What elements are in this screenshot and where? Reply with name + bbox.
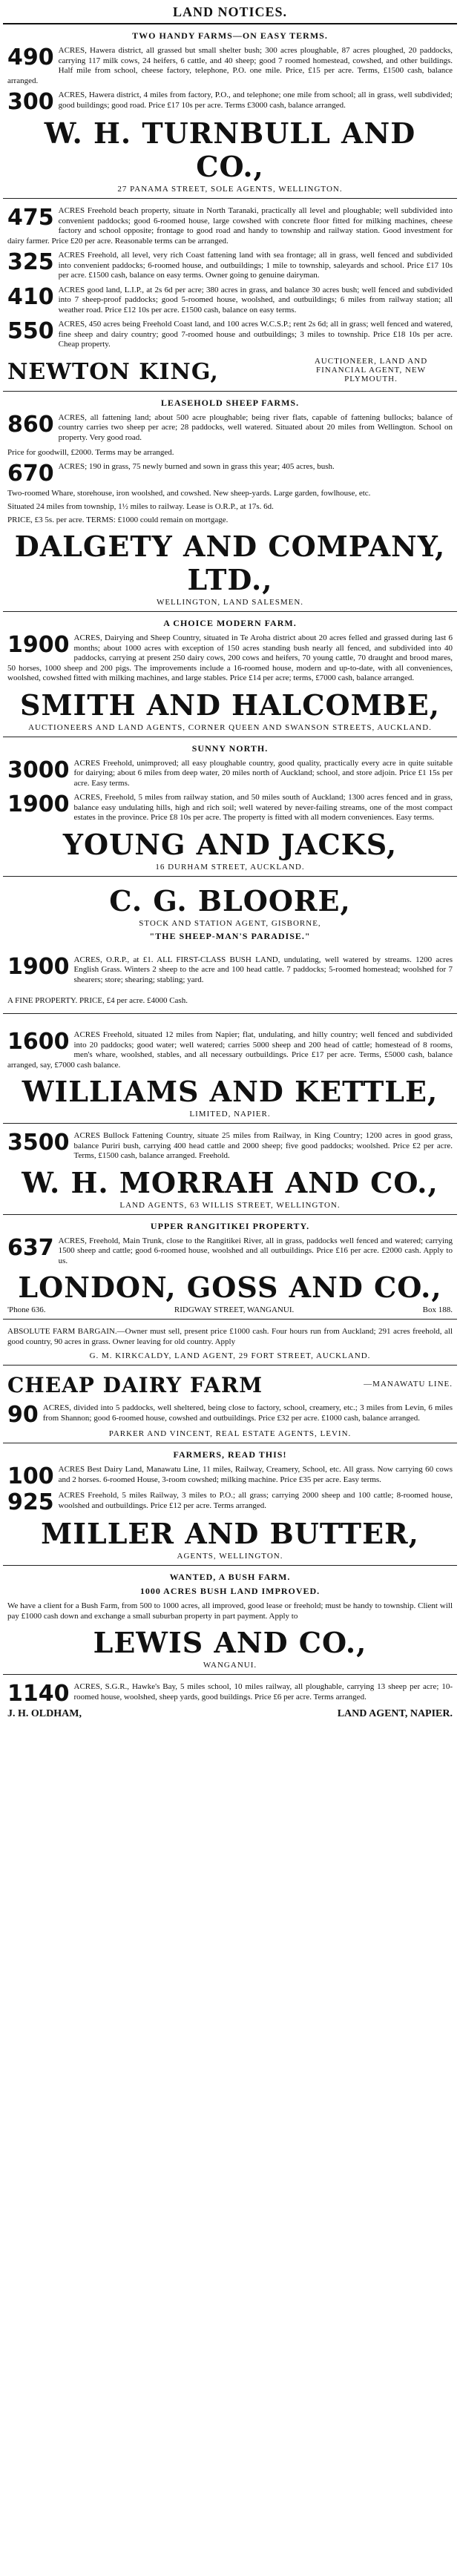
acreage: 475 [7,205,54,231]
ad-young-jacks [3,737,457,877]
firm-name: W. H. MORRAH AND CO., [22,1165,438,1199]
notice-text: We have a client for a Bush Farm, from 500 to 1000 acres, all improved, good lease or freehold; must be handy to township. Client will pay £1000 cash down and exchange a small suburban property in part payment. Apply to [7,1601,453,1621]
acreage: 1900 [7,791,70,817]
listing-text: ACRES Freehold, 5 miles Railway, 3 miles to P.O.; all grass; carrying 2000 sheep and 100 cattle; 8-roomed house, woolshed and outbuildings. Price £12 per acre. Terms arranged. [58,1491,453,1510]
acreage: 637 [7,1234,54,1261]
firm-address: LIMITED, NAPIER. [189,1110,271,1119]
listing-text: ACRES Freehold, all level, very rich Coast fattening land with sea frontage; all in grass, well fenced and subdivided into convenient paddocks; 6-roomed house, and outbuildings; 1 mile to township, saleyards and school. Price £17 10s per acre. £1500 cash, balance on easy terms. Owner going to genuine dairyman. [58,251,453,280]
phone-number: 'Phone 636. [7,1305,46,1314]
acreage: 1900 [7,953,70,980]
firm-address: WELLINGTON, LAND SALESMEN. [156,598,304,607]
firm-name: LONDON, GOSS AND CO., [18,1271,442,1304]
firm-row [7,355,453,386]
firm-name: NEWTON KING, [7,358,219,385]
firm-address: STOCK AND STATION AGENT, GISBORNE, [139,918,321,928]
ad-subtitle: —MANAWATU LINE. [364,1379,453,1389]
ad-subtitle: WANTED, A BUSH FARM. [169,1572,291,1582]
listing-text: ACRES Bullock Fattening Country, situate 25 miles from Railway, in King Country; 1200 acres in good grass, balance Puriri bush, carrying 400 head cattle and 2000 sheep; five good paddocks; woolshed. Price £2 per acre. Terms, £1500 cash, balance arranged. Freehold. [73,1131,453,1160]
acreage: 490 [7,45,54,70]
listing-text: ACRES Best Dairy Land, Manawatu Line, 11 miles, Railway, Creamery, School, etc. All grass. Now carrying 60 cows and 2 horses. 6-roomed House, 3-room cowshed; milking machine. Price £35 per acre. Easy terms. [58,1465,453,1484]
firm-address: AGENTS, WELLINGTON. [177,1552,283,1561]
footer-row [7,1708,453,1720]
firm-name: WILLIAMS AND KETTLE, [22,1075,438,1108]
firm-address: LAND AGENTS, 63 WILLIS STREET, WELLINGTON. [119,1200,341,1210]
ad-title: CHEAP DAIRY FARM [7,1373,263,1397]
acreage: 3500 [7,1130,70,1156]
listing-text: ACRES Freehold, situated 12 miles from Napier; flat, undulating, and hilly country; well fenced and subdivided into 20 paddocks; good water; well watered; carries 5000 sheep and 200 head of cattle; homestead of 8 rooms, men's whare, woolshed, stables, and all necessary outbuildings. Price £17 per acre. Terms, £5000 cash, balance arranged, say, £7000 cash balance. [7,1030,453,1070]
listing [7,320,453,350]
detail-line: Situated 24 miles from township, 1½ miles to railway. Lease is O.R.P., at 17s. 6d. [7,502,274,511]
notice-text: ABSOLUTE FARM BARGAIN.—Owner must sell, present price £1000 cash. Four hours run from Auckland; 291 acres freehold, all good country, 90 acres in grass. Owner leaving for old country. Apply [7,1327,453,1346]
price-line: Price for goodwill, £2000. Terms may be arranged. [7,448,174,457]
acreage: 925 [7,1489,54,1515]
price-line: PRICE, £3 5s. per acre. TERMS: £1000 could remain on mortgage. [7,515,229,524]
listing [7,283,453,316]
listing [7,955,453,986]
listing-text: ACRES, S.G.R., Hawke's Bay, 5 miles school, 10 miles railway, all ploughable, carrying 13 sheep per acre; 10-roomed house, woolshed, sheep yards, good buildings. Price £6 per acre. Terms arranged. [73,1682,453,1702]
ad-london-goss [3,1215,457,1320]
ad-subtitle: LEASEHOLD SHEEP FARMS. [160,397,300,408]
listing [7,1489,453,1515]
acreage: 1900 [7,632,70,658]
contact-row [7,1305,453,1314]
ad-smith-halcombe [3,612,457,737]
listing-text: ACRES, divided into 5 paddocks, well sheltered, being close to factory, school, creamery, etc.; 3 miles from Levin, 6 miles from Shannon; good 6-roomed house, cowshed and outbuildings. Price £32 per acre. £1000 cash, balance arranged. [42,1403,453,1423]
firm-address: WANGANUI. [203,1661,257,1670]
newspaper-column [3,0,457,1726]
listing-text: ACRES, 450 acres being Freehold Coast land, and 100 acres W.C.S.P.; rent 2s 6d; all in grass; well fenced and watered, fine sheep and dairy country; good 7-roomed house and outbuildings; 3 miles to township. Price £18 10s per acre. Cheap property. [58,320,453,349]
firm-name: LEWIS AND CO., [93,1626,367,1659]
listing [7,46,453,86]
ad-miller-butter [3,1443,457,1566]
listing [7,633,453,684]
listing-text: ACRES, Freehold, 5 miles from railway station, and 50 miles south of Auckland; 1300 acres fenced and in grass, balance easy undulating hills, high and rich soil; well watered by never-failing streams, one of the most compact estates in the province. Price £8 10s per acre. The property is fitted with all modern conveniences. Easy terms. [73,793,453,822]
listing [7,1131,453,1162]
ad-oldham [3,1675,457,1726]
firm-name: MILLER AND BUTTER, [41,1517,419,1550]
acreage: 1600 [7,1029,70,1055]
motto: "THE SHEEP-MAN'S PARADISE." [149,930,311,941]
listing [7,89,453,115]
acreage: 300 [7,89,54,115]
firm-name: W. H. TURNBULL AND CO., [44,116,416,183]
ad-dalgety [3,392,457,613]
firm-name: SMITH AND HALCOMBE, [20,688,440,722]
ad-bloore [3,877,457,1015]
acreage: 100 [7,1463,54,1489]
listing-text: ACRES good land, L.I.P., at 2s 6d per acre; 380 acres in grass, and balance 30 acres bush; well fenced and subdivided into 7 sheep-proof paddocks; good 5-roomed house, woolshed, and outbuildings; 6 miles from railway station; all weather road. Price £12 10s per acre. £1500 cash, balance on easy terms. [58,285,453,314]
agent-location: LAND AGENT, NAPIER. [337,1708,453,1719]
ad-subtitle: UPPER RANGITIKEI PROPERTY. [150,1220,310,1231]
section-heading: LAND NOTICES. [3,0,457,24]
listing-text: ACRES, Hawera district, all grassed but small shelter bush; 300 acres ploughable, 87 acres ploughed, 20 paddocks, carrying 117 milk cows, 24 heifers, 6 cattle, and 40 sheep; good 7 roomed homestead, cowshed, and other buildings. Half mile from school, cheese factory, telephone, P.O. one mile. Price, £15 per acre. Terms, £1500 cash, balance arranged. [7,46,453,85]
listing-text: ACRES, Hawera district, 4 miles from factory, P.O., and telephone; one mile from school; all in grass, well subdivided; good buildings; good road. Price £17 10s per acre. Terms £3000 cash, balance arranged. [58,90,453,110]
acreage: 3000 [7,757,70,783]
ad-lewis [3,1566,457,1675]
firm-address: 16 DURHAM STREET, AUCKLAND. [155,862,305,872]
price-line: A FINE PROPERTY. PRICE, £4 per acre. £4000 Cash. [7,996,188,1005]
listing-text: ACRES, Freehold, Main Trunk, close to the Rangitikei River, all in grass, paddocks well fenced and watered; carrying 1500 sheep and cattle; good 6-roomed house, woolshed and all outbuildings. Price £16 per acre. £2000 cash. Apply to us. [58,1236,453,1265]
listing [7,413,453,444]
firm-address: 27 PANAMA STREET, SOLE AGENTS, WELLINGTON. [117,185,343,194]
listing [7,206,453,246]
ad-subtitle: SUNNY NORTH. [191,742,269,754]
ad-subtitle-2: 1000 ACRES BUSH LAND IMPROVED. [139,1586,321,1596]
listing-text: ACRES Freehold beach property, situate in North Taranaki, practically all level and ploughable; well subdivided into convenient paddocks; good 6-roomed house, large cowshed with concrete floor fitted for milking machines, cheese factory and school opposite; frontage to good road and handy to township and railway station. Good investment for dairy farmer. Price £20 per acre. Reasonable terms can be arranged. [7,206,453,246]
detail-line: Two-roomed Whare, storehouse, iron woolshed, and cowshed. New sheep-yards. Large garden, fowlhouse, etc. [7,489,371,498]
firm-name: YOUNG AND JACKS, [62,827,398,861]
firm-address: RIDGWAY STREET, WANGANUI. [174,1305,295,1314]
acreage: 1140 [7,1681,70,1707]
ad-williams-kettle [3,1014,457,1124]
listing [7,793,453,823]
ad-subtitle: A CHOICE MODERN FARM. [163,618,297,628]
listing [7,1681,453,1707]
listing [7,251,453,281]
acreage: 550 [7,318,54,344]
acreage: 860 [7,411,54,438]
listing-text: ACRES; 190 in grass, 75 newly burned and sown in grass this year; 405 acres, bush. [58,462,335,471]
listing-text: ACRES, O.R.P., at £1. ALL FIRST-CLASS BUSH LAND, undulating, well watered by streams. 1200 acres English Grass. Winters 2 sheep to the acre and 100 head cattle. 7 paddocks; 5-roomed homestead; woolshed for 7 shearers; store; shearing; stabling; yard. [73,955,453,984]
listing [7,461,453,487]
listing [7,1236,453,1267]
listing [7,1402,453,1428]
firm-row [7,1368,453,1399]
ad-subtitle: TWO HANDY FARMS—ON EASY TERMS. [132,30,328,41]
post-box: Box 188. [422,1305,453,1314]
ad-kirkcaldy [3,1320,457,1366]
firm-name: C. G. BLOORE, [109,883,351,918]
listing-text: ACRES, all fattening land; about 500 acre ploughable; being river flats, capable of fattening bullocks; balance of country carries two sheep per acre; 28 paddocks, well watered. Situated about 20 miles from Wellington. School on property. Very good road. [58,412,453,442]
firm-address: AUCTIONEERS AND LAND AGENTS, CORNER QUEEN AND SWANSON STREETS, AUCKLAND. [28,722,432,732]
listing [7,1030,453,1070]
agent-line: PARKER AND VINCENT, REAL ESTATE AGENTS, LEVIN. [108,1429,352,1438]
firm-address: AUCTIONEER, LAND AND FINANCIAL AGENT, NEW PLYMOUTH. [314,357,428,383]
listing-text: ACRES, Dairying and Sheep Country, situated in Te Aroha district about 20 acres felled and grassed during last 6 months; about 1000 acres with exception of 150 acres standing bush nearly all fenced, and subdivided into 40 paddocks, carrying at present 250 dairy cows, 200 cows and heifers, 70 young cattle, 70 draught and brood mares, 50 horses, 1000 sheep and 200 pigs. The improvements include a 16-roomed house, modern and up-to-date, with all conveniences, woolshed, cowshed fitted with milking machines, and large stables. Price £14 per acre; terms, £7000 cash, balance arranged. [7,633,453,682]
ad-subtitle: FARMERS, READ THIS! [173,1449,287,1460]
acreage: 325 [7,249,54,275]
listing [7,1463,453,1489]
acreage: 410 [7,283,54,310]
acreage: 670 [7,461,54,487]
listing-text: ACRES Freehold, unimproved; all easy ploughable country, good quality, practically every acre in quite suitable for dairying; about 6 miles from deep water, 20 miles north of Auckland; school, and store adjoin. Price £1 15s per acre. Easy terms. [73,758,453,788]
ad-newton-king [3,199,457,392]
agent-line: G. M. KIRKCALDY, LAND AGENT, 29 FORT STREET, AUCKLAND. [89,1351,371,1360]
ad-turnbull [3,24,457,199]
listing [7,759,453,789]
firm-name: DALGETY AND COMPANY, LTD., [14,530,446,596]
ad-morrah [3,1124,457,1215]
agent-name: J. H. OLDHAM, [7,1708,82,1719]
acreage: 90 [7,1402,39,1428]
ad-parker-vincent [3,1366,457,1443]
